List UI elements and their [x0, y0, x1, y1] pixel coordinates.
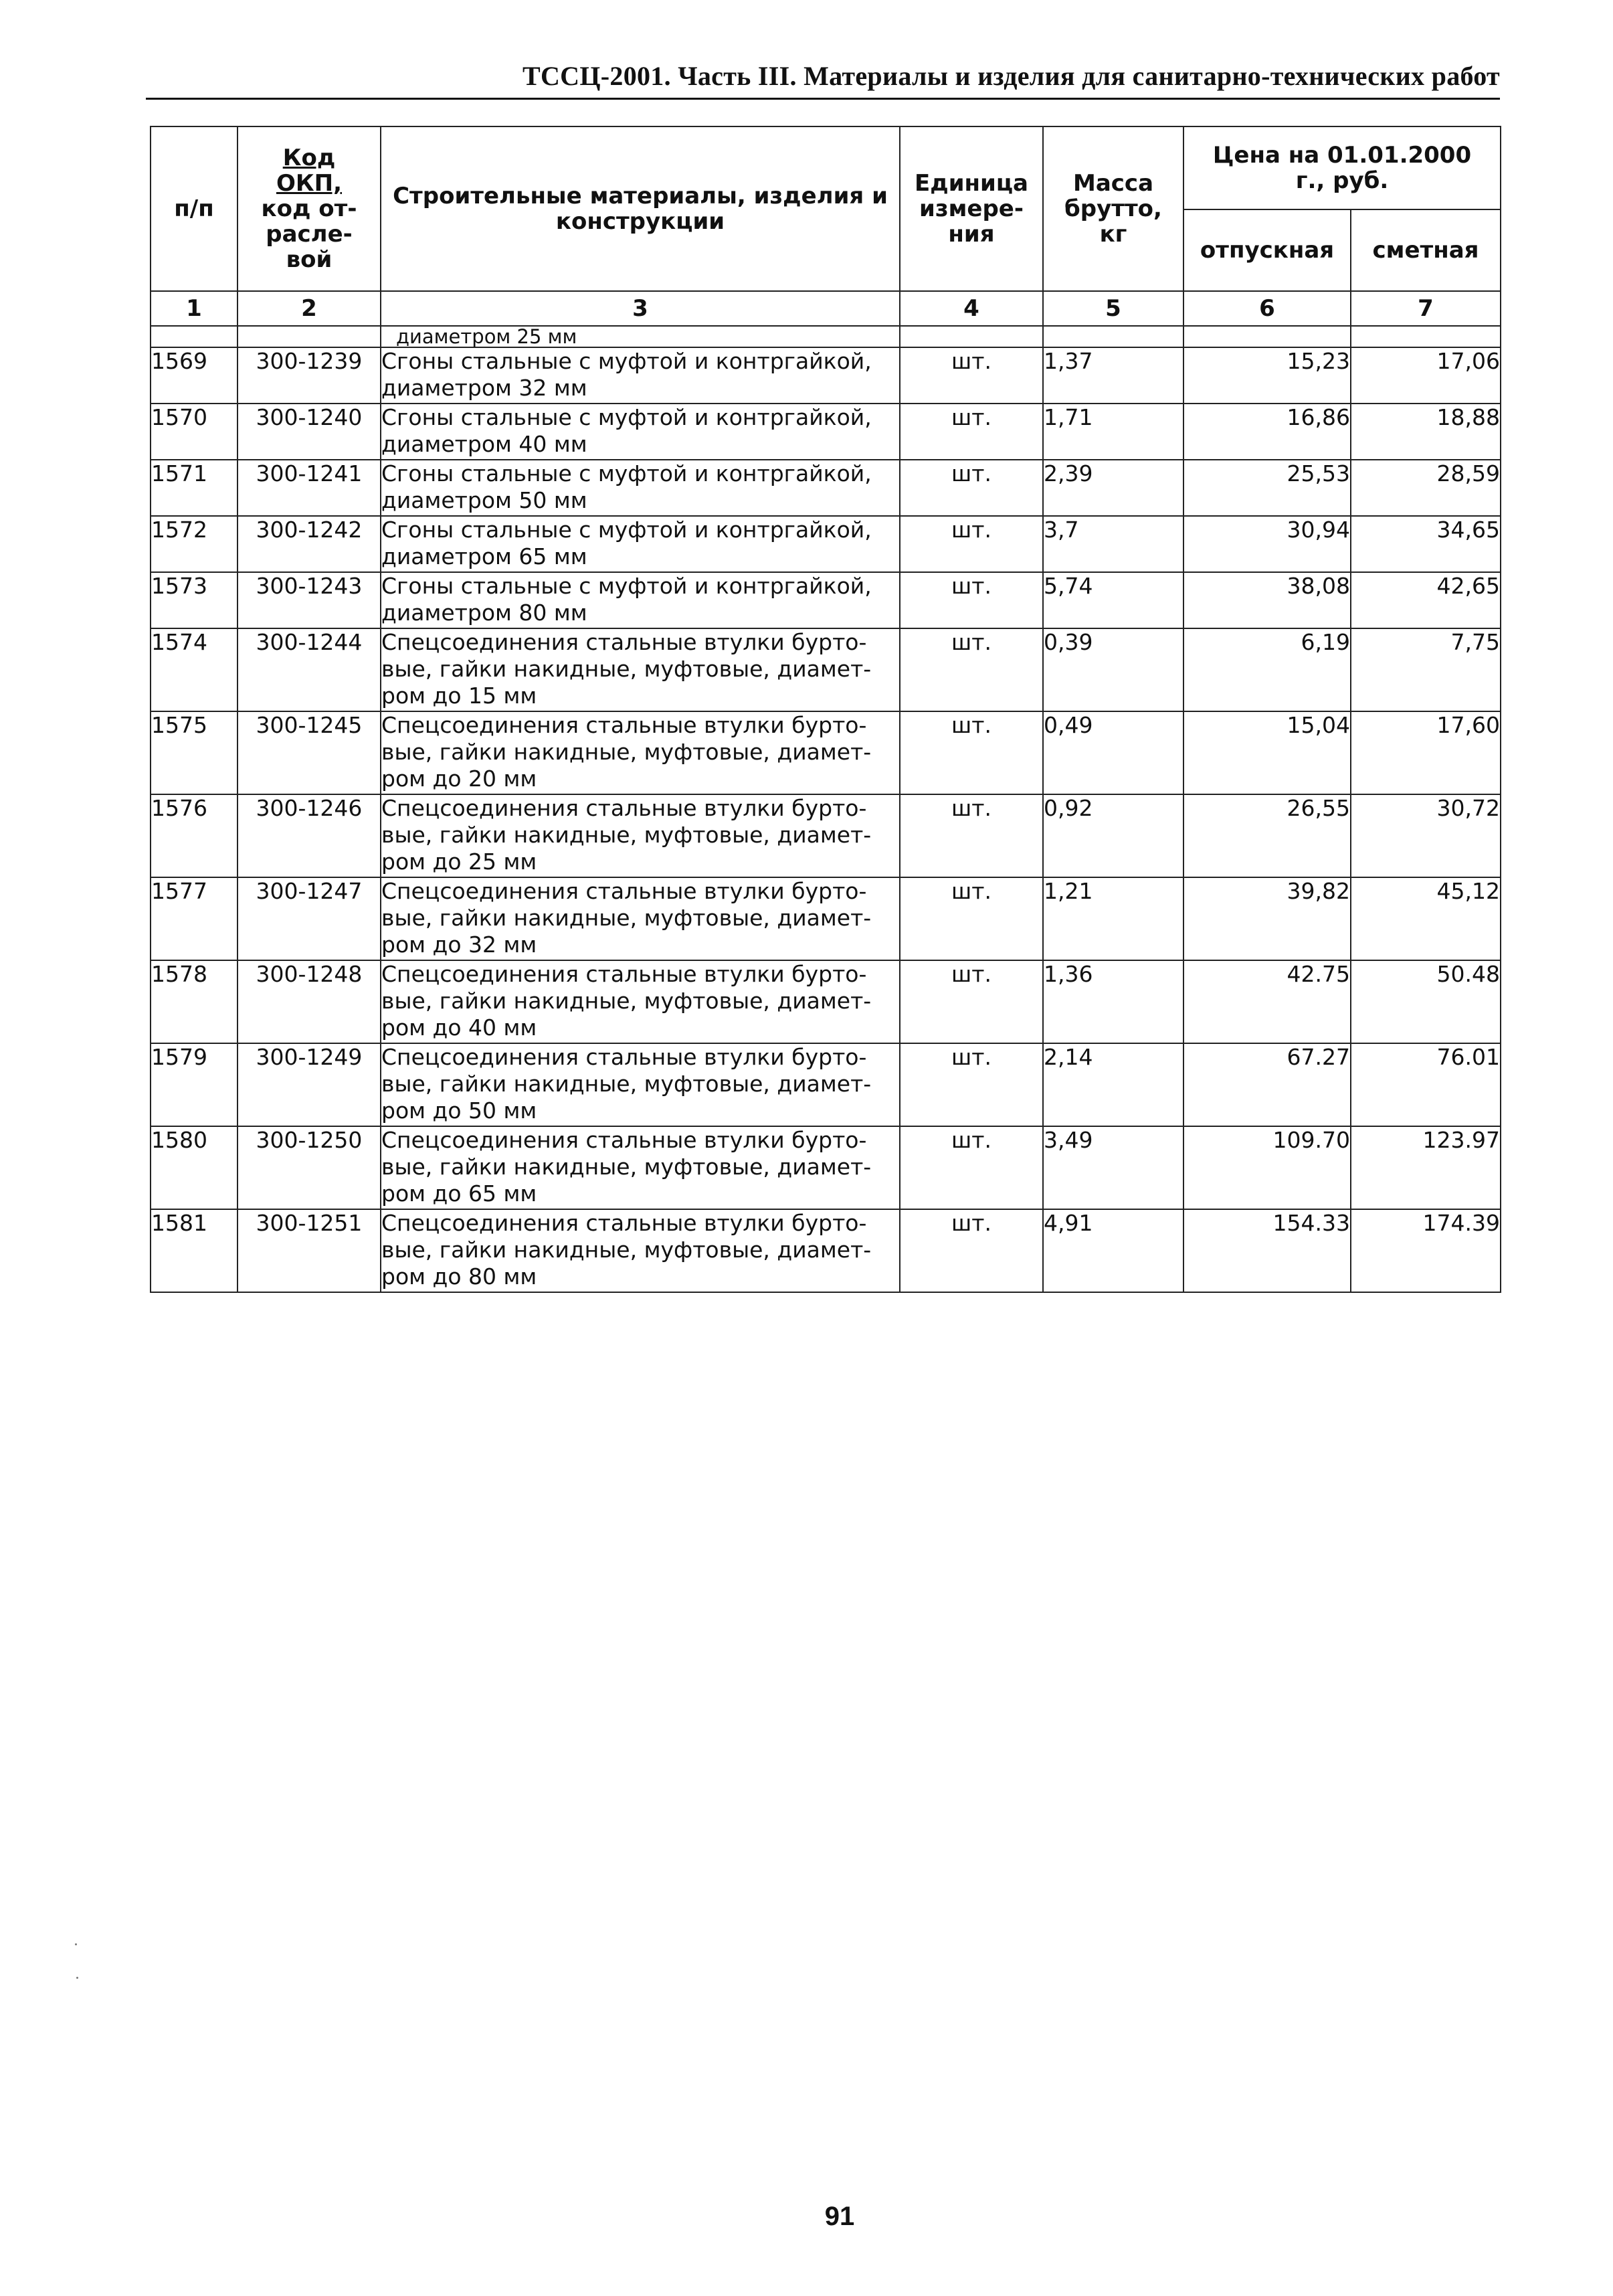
unit: шт. — [900, 628, 1043, 711]
gross-mass: 1,71 — [1043, 404, 1183, 460]
continuation-text: диаметром 25 мм — [381, 326, 900, 347]
okp-code: 300-1241 — [238, 460, 381, 516]
header-code-line: вой — [286, 246, 333, 273]
release-price: 154.33 — [1183, 1209, 1351, 1292]
table-row — [151, 1043, 1501, 1126]
gross-mass: 0,92 — [1043, 794, 1183, 877]
header-code-line: ОКП, — [276, 170, 343, 197]
description-line: вые, гайки накидные, муфтовые, диамет- — [381, 1071, 872, 1097]
description-line: Сгоны стальные с муфтой и контргайкой, — [381, 460, 872, 487]
description-line: ром до 20 мм — [381, 766, 537, 792]
column-number: 2 — [238, 291, 381, 326]
description-line: вые, гайки накидные, муфтовые, диамет- — [381, 822, 872, 848]
description-line: вые, гайки накидные, муфтовые, диамет- — [381, 988, 872, 1014]
description — [381, 877, 900, 960]
header-unit — [900, 126, 1043, 291]
row-number: 1573 — [151, 572, 238, 628]
description — [381, 1209, 900, 1292]
row-number: 1576 — [151, 794, 238, 877]
row-number: 1579 — [151, 1043, 238, 1126]
row-number: 1578 — [151, 960, 238, 1043]
unit: шт. — [900, 516, 1043, 572]
table-row — [151, 794, 1501, 877]
table-row — [151, 347, 1501, 404]
description-line: Сгоны стальные с муфтой и контргайкой, — [381, 573, 872, 599]
description-line: Спецсоединения стальные втулки бурто- — [381, 878, 867, 904]
row-number: 1580 — [151, 1126, 238, 1209]
description-line: диаметром 32 мм — [381, 375, 587, 401]
description-line: Спецсоединения стальные втулки бурто- — [381, 1127, 867, 1153]
unit: шт. — [900, 877, 1043, 960]
description — [381, 711, 900, 794]
release-price: 15,23 — [1183, 347, 1351, 404]
row-number: 1574 — [151, 628, 238, 711]
header-name — [381, 126, 900, 291]
header-mass-line: брутто, — [1064, 195, 1162, 222]
num-cell — [151, 326, 238, 347]
okp-code: 300-1251 — [238, 1209, 381, 1292]
row-number: 1571 — [151, 460, 238, 516]
description-line: ром до 50 мм — [381, 1097, 537, 1124]
header-name-line: конструкции — [555, 208, 725, 235]
header-name-line: Строительные материалы, изделия и — [393, 183, 888, 209]
release-price-cell — [1183, 326, 1351, 347]
scan-speck — [75, 1943, 77, 1945]
column-number: 7 — [1351, 291, 1501, 326]
description-line: Спецсоединения стальные втулки бурто- — [381, 1210, 867, 1236]
release-price: 67.27 — [1183, 1043, 1351, 1126]
release-price: 25,53 — [1183, 460, 1351, 516]
header-code-line: Код — [282, 145, 336, 171]
table-row — [151, 516, 1501, 572]
header-num: п/п — [151, 126, 238, 291]
description — [381, 628, 900, 711]
row-number: 1569 — [151, 347, 238, 404]
column-number: 4 — [900, 291, 1043, 326]
description-line: ром до 80 мм — [381, 1263, 537, 1290]
gross-mass: 2,14 — [1043, 1043, 1183, 1126]
description — [381, 960, 900, 1043]
release-price: 16,86 — [1183, 404, 1351, 460]
okp-code: 300-1242 — [238, 516, 381, 572]
description-line: Спецсоединения стальные втулки бурто- — [381, 961, 867, 987]
description-line: ром до 15 мм — [381, 683, 537, 709]
release-price: 30,94 — [1183, 516, 1351, 572]
unit: шт. — [900, 711, 1043, 794]
table-row — [151, 460, 1501, 516]
okp-code: 300-1245 — [238, 711, 381, 794]
description-line: ром до 32 мм — [381, 932, 537, 958]
okp-code: 300-1248 — [238, 960, 381, 1043]
unit: шт. — [900, 960, 1043, 1043]
estimate-price: 174.39 — [1351, 1209, 1501, 1292]
estimate-price: 42,65 — [1351, 572, 1501, 628]
unit-cell — [900, 326, 1043, 347]
table-row — [151, 877, 1501, 960]
estimate-price: 76.01 — [1351, 1043, 1501, 1126]
table-row — [151, 1126, 1501, 1209]
unit: шт. — [900, 1126, 1043, 1209]
description-line: диаметром 80 мм — [381, 600, 587, 626]
description-line: Спецсоединения стальные втулки бурто- — [381, 629, 867, 655]
table-row — [151, 404, 1501, 460]
description-line: вые, гайки накидные, муфтовые, диамет- — [381, 656, 872, 682]
row-number: 1577 — [151, 877, 238, 960]
unit: шт. — [900, 1043, 1043, 1126]
description-line: вые, гайки накидные, муфтовые, диамет- — [381, 905, 872, 931]
page-number: 91 — [824, 2202, 855, 2231]
estimate-price: 30,72 — [1351, 794, 1501, 877]
description-line: ром до 40 мм — [381, 1014, 537, 1041]
release-price: 109.70 — [1183, 1126, 1351, 1209]
estimate-price: 45,12 — [1351, 877, 1501, 960]
header-mass-line: Масса — [1072, 170, 1154, 197]
unit: шт. — [900, 794, 1043, 877]
okp-code: 300-1239 — [238, 347, 381, 404]
description-line: вые, гайки накидные, муфтовые, диамет- — [381, 739, 872, 765]
header-price-group — [1183, 126, 1501, 209]
estimate-price: 123.97 — [1351, 1126, 1501, 1209]
estimate-price: 34,65 — [1351, 516, 1501, 572]
description-line: Спецсоединения стальные втулки бурто- — [381, 795, 867, 821]
estimate-price: 17,60 — [1351, 711, 1501, 794]
estimate-price: 17,06 — [1351, 347, 1501, 404]
column-number: 1 — [151, 291, 238, 326]
table-row — [151, 628, 1501, 711]
estimate-price-cell — [1351, 326, 1501, 347]
okp-code: 300-1250 — [238, 1126, 381, 1209]
gross-mass: 2,39 — [1043, 460, 1183, 516]
description-line: Спецсоединения стальные втулки бурто- — [381, 1044, 867, 1070]
description-line: вые, гайки накидные, муфтовые, диамет- — [381, 1237, 872, 1263]
description — [381, 404, 900, 460]
description — [381, 1043, 900, 1126]
table-row — [151, 572, 1501, 628]
table-row — [151, 711, 1501, 794]
page-header-title: ТССЦ-2001. Часть III. Материалы и изделия для санитарно-технических работ — [146, 58, 1500, 100]
header-price-line: г., руб. — [1295, 167, 1389, 194]
description-line: диаметром 40 мм — [381, 431, 587, 457]
header-price-estimate: сметная — [1351, 209, 1501, 291]
unit: шт. — [900, 572, 1043, 628]
release-price: 39,82 — [1183, 877, 1351, 960]
table-row — [151, 960, 1501, 1043]
unit: шт. — [900, 347, 1043, 404]
code-cell — [238, 326, 381, 347]
row-number: 1570 — [151, 404, 238, 460]
header-unit-line: измере- — [919, 195, 1024, 222]
unit: шт. — [900, 460, 1043, 516]
estimate-price: 50.48 — [1351, 960, 1501, 1043]
description — [381, 460, 900, 516]
header-unit-line: Единица — [915, 170, 1028, 197]
unit: шт. — [900, 1209, 1043, 1292]
header-code-line: код от- — [261, 195, 357, 222]
estimate-price: 7,75 — [1351, 628, 1501, 711]
description-line: Сгоны стальные с муфтой и контргайкой, — [381, 404, 872, 430]
unit: шт. — [900, 404, 1043, 460]
description — [381, 572, 900, 628]
table-row — [151, 1209, 1501, 1292]
release-price: 6,19 — [1183, 628, 1351, 711]
release-price: 38,08 — [1183, 572, 1351, 628]
description-line: Сгоны стальные с муфтой и контргайкой, — [381, 348, 872, 374]
gross-mass: 1,36 — [1043, 960, 1183, 1043]
gross-mass: 3,49 — [1043, 1126, 1183, 1209]
description-line: Сгоны стальные с муфтой и контргайкой, — [381, 517, 872, 543]
okp-code: 300-1247 — [238, 877, 381, 960]
release-price: 42.75 — [1183, 960, 1351, 1043]
okp-code: 300-1249 — [238, 1043, 381, 1126]
description-line: ром до 65 мм — [381, 1180, 537, 1207]
mass-cell — [1043, 326, 1183, 347]
header-price-release: отпускная — [1183, 209, 1351, 291]
description-line: ром до 25 мм — [381, 849, 537, 875]
header-code-line: расле- — [266, 221, 353, 248]
okp-code: 300-1244 — [238, 628, 381, 711]
column-number: 6 — [1183, 291, 1351, 326]
column-number: 3 — [381, 291, 900, 326]
okp-code: 300-1246 — [238, 794, 381, 877]
header-unit-line: ния — [948, 221, 995, 248]
estimate-price: 28,59 — [1351, 460, 1501, 516]
header-mass — [1043, 126, 1183, 291]
header-mass-line: кг — [1099, 221, 1127, 248]
okp-code: 300-1243 — [238, 572, 381, 628]
row-number: 1572 — [151, 516, 238, 572]
row-number: 1581 — [151, 1209, 238, 1292]
gross-mass: 5,74 — [1043, 572, 1183, 628]
row-number: 1575 — [151, 711, 238, 794]
estimate-price: 18,88 — [1351, 404, 1501, 460]
gross-mass: 4,91 — [1043, 1209, 1183, 1292]
description-line: Спецсоединения стальные втулки бурто- — [381, 712, 867, 738]
gross-mass: 1,37 — [1043, 347, 1183, 404]
gross-mass: 0,49 — [1043, 711, 1183, 794]
description — [381, 794, 900, 877]
continuation-row — [151, 326, 1501, 347]
description — [381, 516, 900, 572]
materials-price-table — [150, 126, 1501, 1293]
release-price: 15,04 — [1183, 711, 1351, 794]
gross-mass: 0,39 — [1043, 628, 1183, 711]
description — [381, 347, 900, 404]
header-code — [238, 126, 381, 291]
gross-mass: 3,7 — [1043, 516, 1183, 572]
description-line: диаметром 65 мм — [381, 543, 587, 569]
description — [381, 1126, 900, 1209]
scan-speck — [76, 1977, 78, 1979]
release-price: 26,55 — [1183, 794, 1351, 877]
description-line: вые, гайки накидные, муфтовые, диамет- — [381, 1154, 872, 1180]
column-number: 5 — [1043, 291, 1183, 326]
gross-mass: 1,21 — [1043, 877, 1183, 960]
okp-code: 300-1240 — [238, 404, 381, 460]
header-price-line: Цена на 01.01.2000 — [1212, 142, 1472, 169]
description-line: диаметром 50 мм — [381, 487, 587, 513]
